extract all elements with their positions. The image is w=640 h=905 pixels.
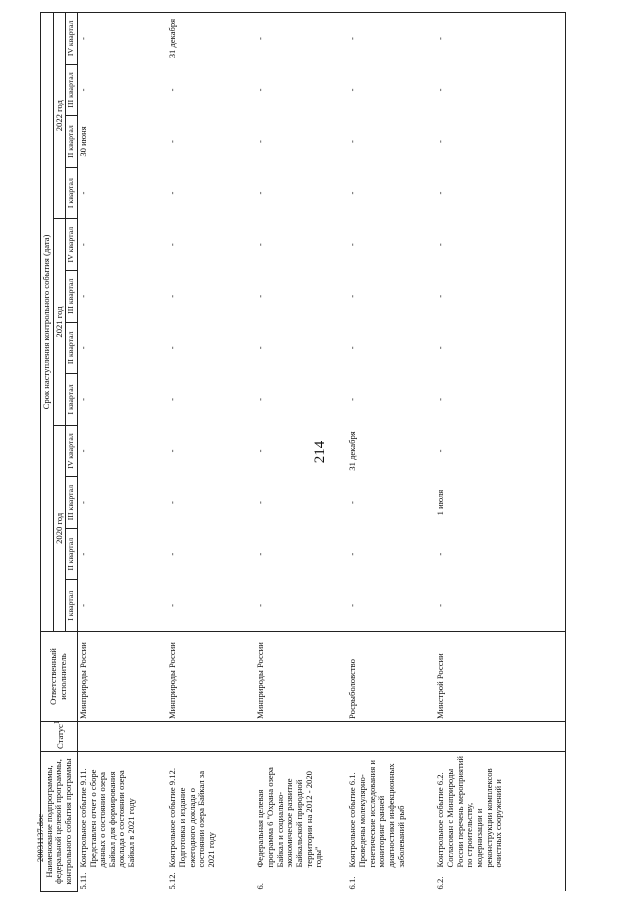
table-row — [255, 13, 347, 892]
date-cell: - — [435, 116, 565, 168]
date-cell: - — [347, 346, 358, 350]
table-row — [77, 13, 167, 892]
header-quarter: II квартал — [66, 322, 78, 374]
date-cell: - — [347, 552, 358, 556]
date-cell: - — [347, 580, 435, 632]
header-quarter: III квартал — [66, 64, 78, 116]
table-row — [347, 13, 435, 892]
row-name: Федеральная целевая программа 6 "Охрана озера Байкал и социально-экономическое развитие Байкальской природной территории на 2012 - 2020 годы" — [255, 767, 324, 868]
row-name: Контрольное событие 9.12. Подготовка и издание ежегодного доклада о состоянии озера Байкал за 2021 году — [167, 768, 216, 868]
date-cell: - — [435, 270, 565, 322]
header-quarter: II квартал — [66, 116, 78, 168]
date-cell: - — [167, 501, 178, 504]
date-cell: - — [435, 374, 565, 426]
date-cell: - — [77, 13, 167, 65]
table-row — [167, 13, 255, 892]
row-number: 6. — [255, 883, 266, 890]
row-status — [347, 722, 435, 752]
table-row — [435, 13, 565, 892]
date-cell: - — [255, 552, 266, 556]
header-quarter: IV квартал — [66, 13, 78, 65]
date-cell: - — [77, 552, 88, 556]
date-cell: - — [167, 140, 178, 143]
header-year-2021: 2021 год — [53, 219, 66, 425]
date-cell: - — [347, 140, 358, 143]
date-cell: - — [255, 88, 266, 92]
row-status — [255, 722, 347, 752]
header-year-2022: 2022 год — [53, 13, 66, 219]
row-responsible: Минприроды России — [255, 632, 347, 722]
row-number: 5.12. — [167, 872, 178, 890]
header-year-2020: 2020 год — [53, 425, 66, 631]
date-cell: - — [435, 322, 565, 374]
date-cell: - — [77, 88, 88, 92]
header-quarter: III квартал — [66, 477, 78, 529]
header-quarter: III квартал — [66, 270, 78, 322]
date-cell: - — [255, 294, 266, 298]
date-cell: - — [167, 191, 178, 195]
header-status-text: Статус — [54, 724, 65, 749]
date-cell: - — [347, 501, 358, 504]
date-cell: - — [255, 580, 347, 632]
date-cell: - — [255, 191, 266, 195]
header-quarter: IV квартал — [66, 425, 78, 477]
date-cell: - — [435, 580, 565, 632]
date-cell: - — [77, 501, 88, 504]
date-cell: 31 декабря — [167, 13, 255, 65]
date-cell: - — [167, 449, 178, 453]
rotated-table-area — [40, 12, 620, 892]
date-cell: - — [347, 191, 358, 195]
control-events-table — [40, 12, 566, 892]
date-cell: 1 июля — [435, 477, 565, 529]
header-responsible: Ответственный исполнитель — [41, 632, 78, 722]
table-header — [41, 13, 78, 892]
page-number: 214 — [312, 440, 328, 464]
date-cell: - — [255, 346, 266, 350]
date-cell: - — [255, 501, 266, 504]
date-cell: - — [167, 580, 255, 632]
date-cell: - — [77, 346, 88, 350]
date-cell: - — [167, 243, 178, 247]
row-number: 6.1. — [347, 876, 358, 890]
date-cell: 31 декабря — [347, 431, 358, 471]
row-number: 5.11. — [77, 872, 88, 890]
date-cell: - — [167, 88, 178, 92]
date-cell: - — [435, 219, 565, 271]
date-cell: - — [255, 397, 266, 401]
date-cell: - — [77, 397, 88, 401]
date-cell: - — [255, 449, 266, 453]
date-cell: - — [435, 425, 565, 477]
date-cell: - — [77, 449, 88, 453]
row-responsible: Минстрой России — [435, 632, 565, 722]
header-quarter: I квартал — [66, 580, 78, 632]
date-cell: - — [255, 13, 347, 65]
table-body — [77, 13, 565, 892]
date-cell: - — [435, 13, 565, 65]
date-cell: - — [255, 243, 266, 247]
row-responsible: Росрыболовство — [347, 632, 435, 722]
header-quarter: IV квартал — [66, 219, 78, 271]
row-status — [167, 722, 255, 752]
header-status — [41, 722, 78, 752]
row-status — [435, 722, 565, 752]
date-cell: - — [167, 397, 178, 401]
header-period: Срок наступления контрольного события (дата) — [41, 13, 54, 632]
date-cell: - — [347, 88, 358, 92]
row-name: Контрольное событие 6.2. Согласован с Минприроды России перечень мероприятий по строительству, модернизации и реконструкции комплексов очистных сооружений и — [435, 752, 565, 870]
date-cell: - — [347, 243, 358, 247]
date-cell: - — [167, 552, 178, 556]
header-quarter: II квартал — [66, 528, 78, 580]
date-cell: - — [347, 294, 358, 298]
date-cell: - — [77, 191, 88, 195]
date-cell: 30 июня — [77, 126, 88, 157]
header-status-footnote: 1 — [52, 720, 61, 725]
date-cell: - — [435, 528, 565, 580]
date-cell: - — [167, 294, 178, 298]
header-quarter: I квартал — [66, 374, 78, 426]
date-cell: - — [167, 346, 178, 350]
row-responsible: Минприроды России — [77, 632, 167, 722]
row-name: Контрольное событие 6.1. Проведены молекулярно-генетические исследования и мониторинг ранней диагностики инфекционных заболеваний рыб — [347, 760, 406, 868]
row-status — [77, 722, 167, 752]
document-filename: 20031137.doc — [35, 813, 45, 862]
date-cell: - — [77, 294, 88, 298]
date-cell: - — [435, 64, 565, 116]
date-cell: - — [435, 167, 565, 219]
date-cell: - — [347, 397, 358, 401]
date-cell: - — [77, 580, 167, 632]
header-name: Наименование подпрограммы, федеральной целевой программы, контрольного события программы — [41, 752, 78, 892]
row-number: 6.2. — [435, 870, 565, 892]
row-name: Контрольное событие 9.11. Представлен отчет о сборе данных о состоянии озера Байкал для формирования доклада о состоянии озера Байкал в 2021 году — [77, 768, 137, 868]
row-responsible: Минприроды России — [167, 632, 255, 722]
date-cell: - — [347, 13, 435, 65]
header-quarter: I квартал — [66, 167, 78, 219]
date-cell: - — [255, 140, 266, 143]
date-cell: - — [77, 243, 88, 247]
